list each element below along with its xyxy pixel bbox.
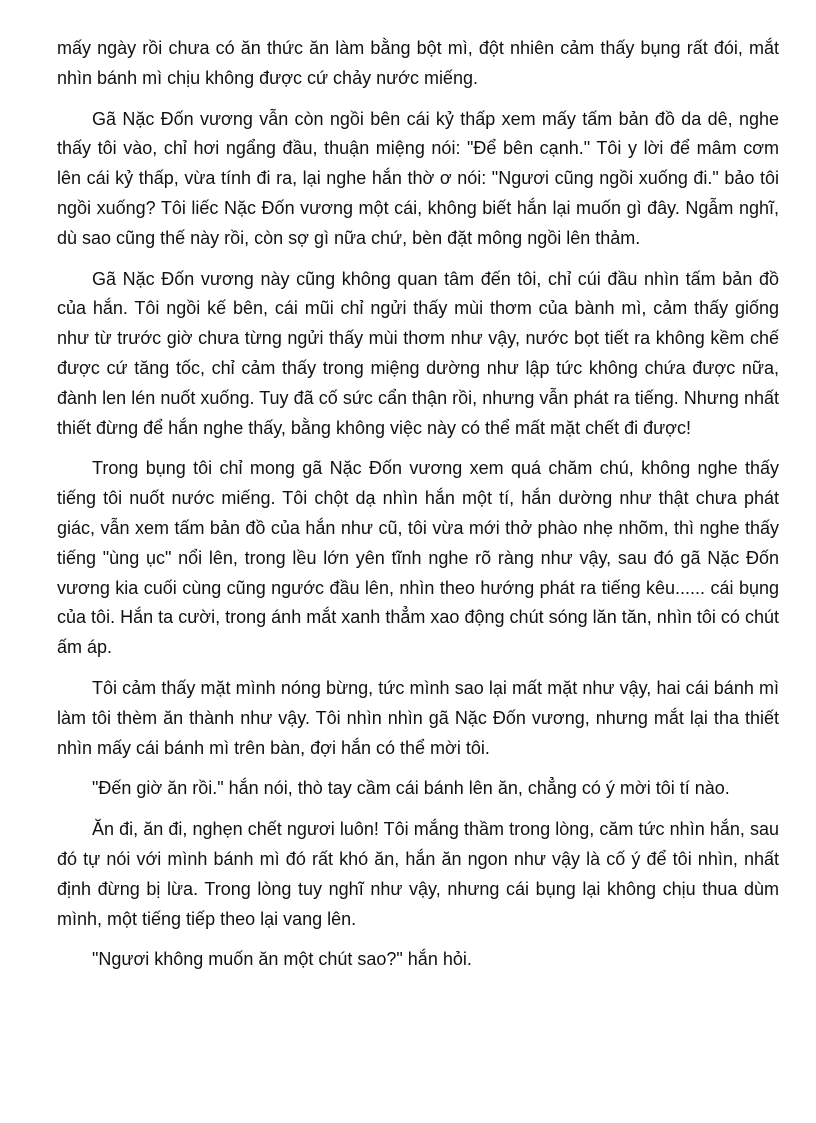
- paragraph-4: Trong bụng tôi chỉ mong gã Nặc Đốn vương xem quá chăm chú, không nghe thấy tiếng tôi nuốt nước miếng. Tôi chột dạ nhìn hắn một tí, hắn dường như thật chưa phát giác, vẫn xem tấm bản đồ của hắn như cũ, tôi vừa mới thở phào nhẹ nhõm, thì nghe thấy tiếng "ùng ục" nổi lên, trong lều lớn yên tĩnh nghe rõ ràng như vậy, sau đó gã Nặc Đốn vương kia cuối cùng cũng ngước đầu lên, nhìn theo hướng phát ra tiếng kêu...... cái bụng của tôi. Hắn ta cười, trong ánh mắt xanh thẳm xao động chút sóng lăn tăn, nhìn tôi có chút ấm áp.: [57, 458, 779, 658]
- paragraph-2: Gã Nặc Đốn vương vẫn còn ngồi bên cái kỷ thấp xem mấy tấm bản đồ da dê, nghe thấy tôi vào, chỉ hơi ngẩng đầu, thuận miệng nói: "Để bên cạnh." Tôi y lời để mâm cơm lên cái kỷ thấp, vừa tính đi ra, lại nghe hắn thờ ơ nói: "Ngươi cũng ngồi xuống đi." bảo tôi ngồi xuống? Tôi liếc Nặc Đốn vương một cái, không biết hắn lại muốn gì đây. Ngẫm nghĩ, dù sao cũng thế này rồi, còn sợ gì nữa chứ, bèn đặt mông ngồi lên thảm.: [57, 108, 779, 248]
- paragraph-3: Gã Nặc Đốn vương này cũng không quan tâm đến tôi, chỉ cúi đầu nhìn tấm bản đồ của hắn. Tôi ngồi kế bên, cái mũi chỉ ngửi thấy mùi thơm của bành mì, cảm thấy giống như từ trước giờ chưa từng ngửi thấy mùi thơm như vậy, nước bọt tiết ra không kềm chế được cứ tăng tốc, chỉ cảm thấy trong miệng dường như lập tức không chứa được nữa, đành len lén nuốt xuống. Tuy đã cố sức cẩn thận rồi, nhưng vẫn phát ra tiếng. Nhưng nhất thiết đừng để hắn nghe thấy, bằng không việc này có thể mất mặt chết đi được!: [57, 268, 779, 438]
- paragraph-5: Tôi cảm thấy mặt mình nóng bừng, tức mình sao lại mất mặt như vậy, hai cái bánh mì làm tôi thèm ăn thành như vậy. Tôi nhìn nhìn gã Nặc Đốn vương, nhưng mắt lại tha thiết nhìn mấy cái bánh mì trên bàn, đợi hắn có thể mời tôi.: [57, 677, 779, 758]
- document-page: [57, 34, 779, 986]
- paragraph-1: mấy ngày rồi chưa có ăn thức ăn làm bằng bột mì, đột nhiên cảm thấy bụng rất đói, mắt nhìn bánh mì chịu không được cứ chảy nước miếng.: [57, 38, 779, 88]
- paragraph-7: Ăn đi, ăn đi, nghẹn chết ngươi luôn! Tôi mắng thầm trong lòng, căm tức nhìn hắn, sau đó tự nói với mình bánh mì đó rất khó ăn, hắn ăn ngon như vậy là cố ý để tôi nhìn, nhất định đừng bị lừa. Trong lòng tuy nghĩ như vậy, nhưng cái bụng lại không chịu thua dùm mình, một tiếng tiếp theo lại vang lên.: [57, 819, 779, 929]
- paragraph-6: "Đến giờ ăn rồi." hắn nói, thò tay cầm cái bánh lên ăn, chẳng có ý mời tôi tí nào.: [92, 778, 730, 799]
- paragraph-8: "Ngươi không muốn ăn một chút sao?" hắn hỏi.: [92, 949, 472, 970]
